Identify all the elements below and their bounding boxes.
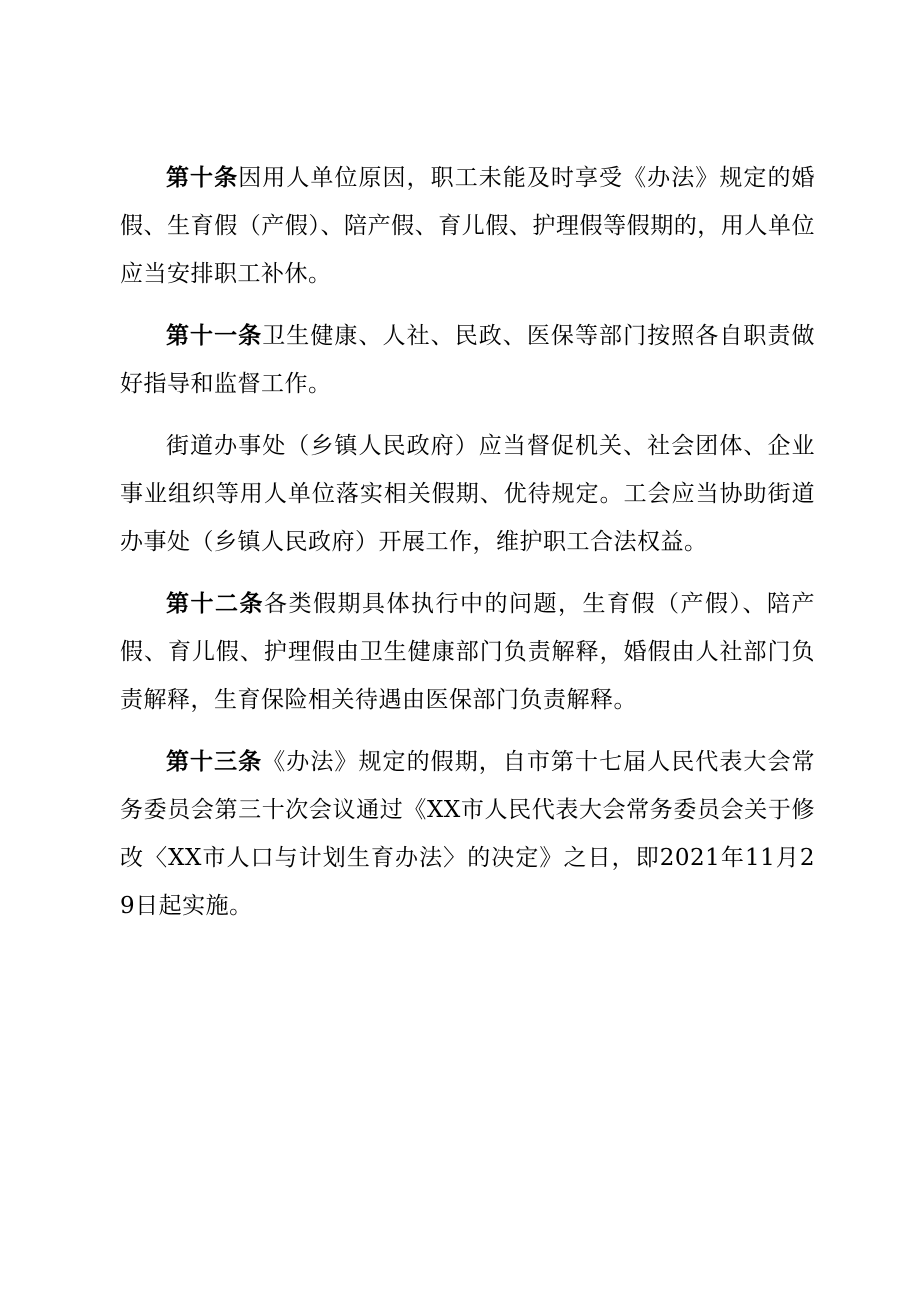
article-12-heading: 第十二条 [166, 590, 264, 617]
article-11-text: 卫生健康、人社、民政、医保等部门按照各自职责做好指导和监督工作。 [120, 323, 816, 397]
article-10-paragraph [120, 154, 815, 298]
article-12-text: 各类假期具体执行中的问题，生育假（产假）、陪产假、育儿假、护理假由卫生健康部门负责解释，婚假由人社部门负责解释，生育保险相关待遇由医保部门负责解释。 [120, 591, 815, 713]
article-10-heading: 第十条 [166, 164, 239, 191]
article-12-paragraph [120, 580, 815, 724]
article-11-continuation-text: 街道办事处（乡镇人民政府）应当督促机关、社会团体、企业事业组织等用人单位落实相关假期、优待规定。工会应当协助街道办事处（乡镇人民政府）开展工作，维护职工合法权益。 [120, 433, 815, 555]
article-13-paragraph [120, 738, 815, 930]
article-13-heading: 第十三条 [166, 748, 263, 775]
article-11-continuation-paragraph [120, 422, 815, 566]
document-body [120, 154, 815, 930]
article-13-text: 《办法》规定的假期，自市第十七届人民代表大会常务委员会第三十次会议通过《XX市人民代表大会常务委员会关于修改〈XX市人口与计划生育办法〉的决定》之日，即2021年11月29日起实施。 [120, 749, 816, 919]
article-11-paragraph [120, 312, 815, 408]
article-10-text: 因用人单位原因，职工未能及时享受《办法》规定的婚假、生育假（产假）、陪产假、育儿假、护理假等假期的，用人单位应当安排职工补休。 [120, 165, 816, 287]
article-11-heading: 第十一条 [166, 322, 263, 349]
